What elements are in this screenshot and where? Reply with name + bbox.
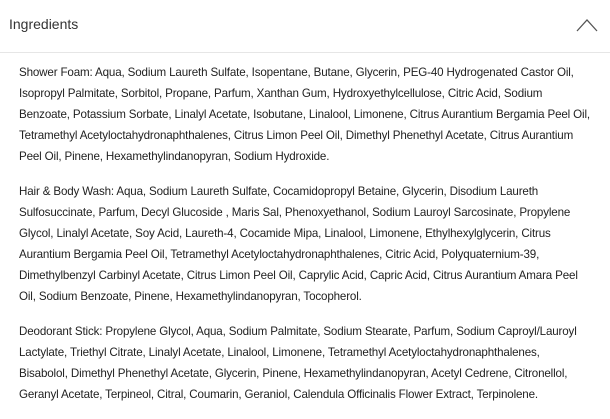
header-divider [0,52,610,53]
hair-body-wash-ingredients: Hair & Body Wash: Aqua, Sodium Laureth Sulfate, Cocamidopropyl Betaine, Glycerin, Disodium Laureth Sulfosuccinate, Parfum, Decyl Glucoside , Maris Sal, Phenoxyethanol, Sodium Lauroyl Sarcosinate, Propylene Glycol, Linalyl Acetate, Soy Acid, Laureth-4, Cocamide Mipa, Linalool, Limonene, Ethylhexylglycerin, Citrus Aurantium Bergamia Peel Oil, Tetramethyl Acetyloctahydronaphthalenes, Citric Acid, Polyquaternium-39, Dimethylbenzyl Carbinyl Acetate, Citrus Limon Peel Oil, Caprylic Acid, Capric Acid, Citrus Aurantium Amara Peel Oil, Sodium Benzoate, Pinene, Hexamethylindanopyran, Tocopherol. [19,185,578,303]
ingredients-accordion-header[interactable] [0,0,610,52]
chevron-up-icon[interactable] [576,18,598,32]
accordion-title: Ingredients [9,16,79,32]
deodorant-stick-ingredients: Deodorant Stick: Propylene Glycol, Aqua, Sodium Palmitate, Sodium Stearate, Parfum, Sodium Caproyl/Lauroyl Lactylate, Triethyl Citrate, Linalyl Acetate, Linalool, Limonene, Tetramethyl Acetyloctahydronaphthalenes, Bisabolol, Dimethyl Phenethyl Acetate, Glycerin, Pinene, Hexamethylindanopyran, Acetyl Cedrene, Citronellol, Geranyl Acetate, Terpineol, Citral, Coumarin, Geraniol, Calendula Officinalis Flower Extract, Terpinolene. [19,325,577,401]
shower-foam-ingredients: Shower Foam: Aqua, Sodium Laureth Sulfate, Isopentane, Butane, Glycerin, PEG-40 Hydrogenated Castor Oil, Isopropyl Palmitate, Sorbitol, Propane, Parfum, Xanthan Gum, Hydroxyethylcellulose, Citric Acid, Sodium Benzoate, Potassium Sorbate, Linalyl Acetate, Isobutane, Linalool, Limonene, Citrus Aurantium Bergamia Peel Oil, Tetramethyl Acetyloctahydronaphthalenes, Citrus Limon Peel Oil, Dimethyl Phenethyl Acetate, Citrus Aurantium Peel Oil, Pinene, Hexamethylindanopyran, Sodium Hydroxide. [19,66,590,163]
accordion-content [19,62,591,419]
